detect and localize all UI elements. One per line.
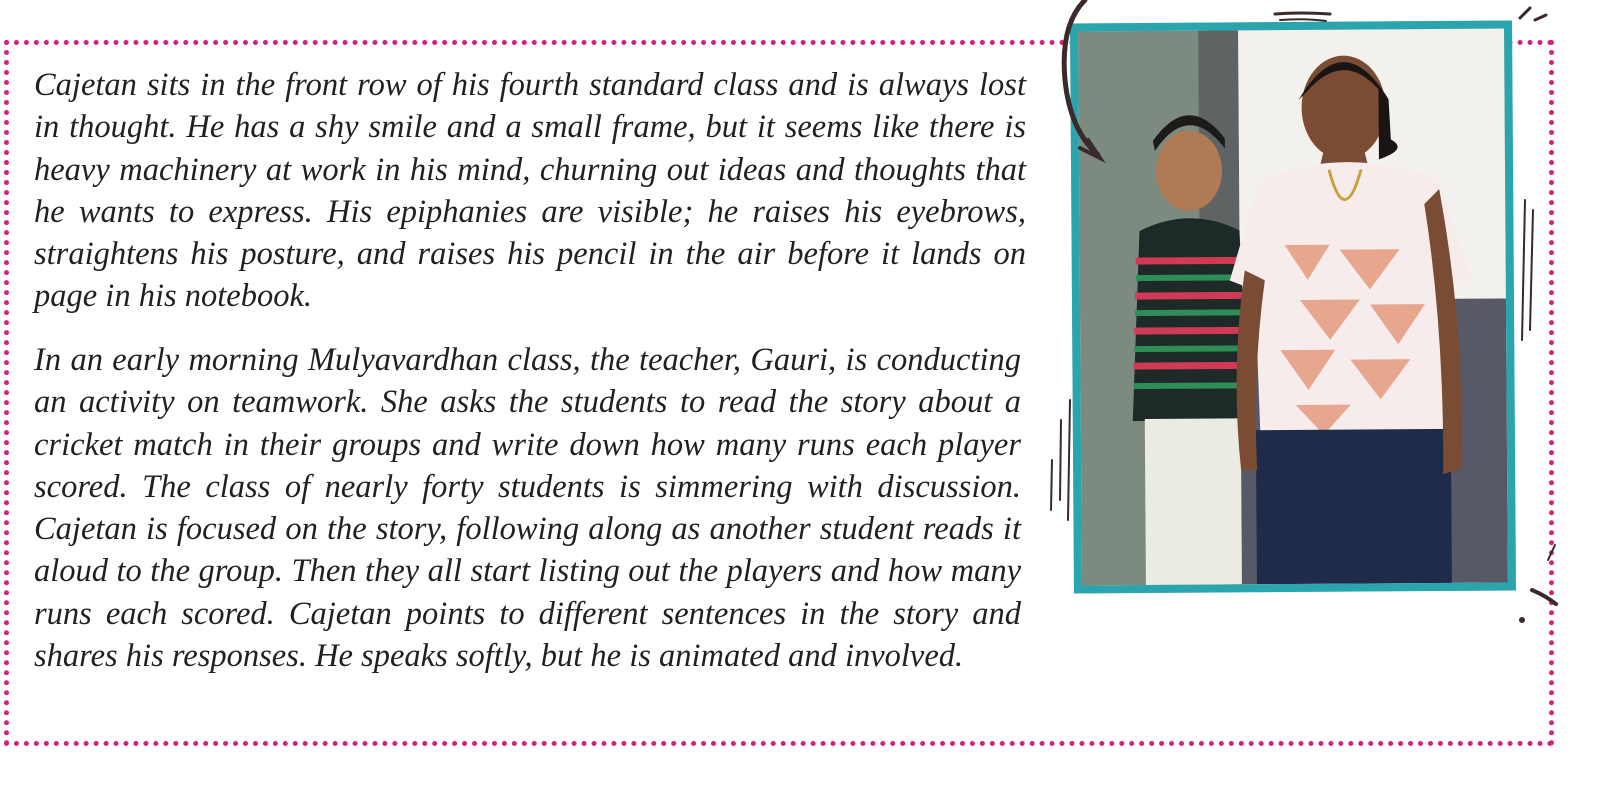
woman-trousers [1256,429,1452,584]
woman-head [1301,55,1386,160]
story-paragraph-2: In an early morning Mulyavardhan class, the teacher, Gauri, is conducting an activity on teamwork. She asks the students to read the story about a cricket match in their groups and write down how many runs each player scored. The class of nearly forty students is simmering with discussion. Cajetan is focused on the story, following along as another student reads it aloud to the group. Then they all start listing out the players and how many runs each scored. Cajetan points to different sentences in the story and shares his responses. He speaks softly, but he is animated and involved. [34,342,1021,675]
photo-illustration [1078,29,1508,586]
photo-frame [1070,20,1516,593]
story-paragraph-1: Cajetan sits in the front row of his fourth standard class and is always lost in thought. He has a shy smile and a small frame, but it seems like there is heavy machinery at work in his mind, churning out ideas and thoughts that he wants to express. His epiphanies are visible; he raises his eyebrows, straightens his posture, and raises his pencil in the air before it lands on page in his notebook. [34,67,1026,315]
boy-trousers [1145,418,1242,585]
student-teacher-photo [1070,20,1516,593]
boy-head [1156,130,1223,210]
boy-shirt [1131,218,1248,421]
